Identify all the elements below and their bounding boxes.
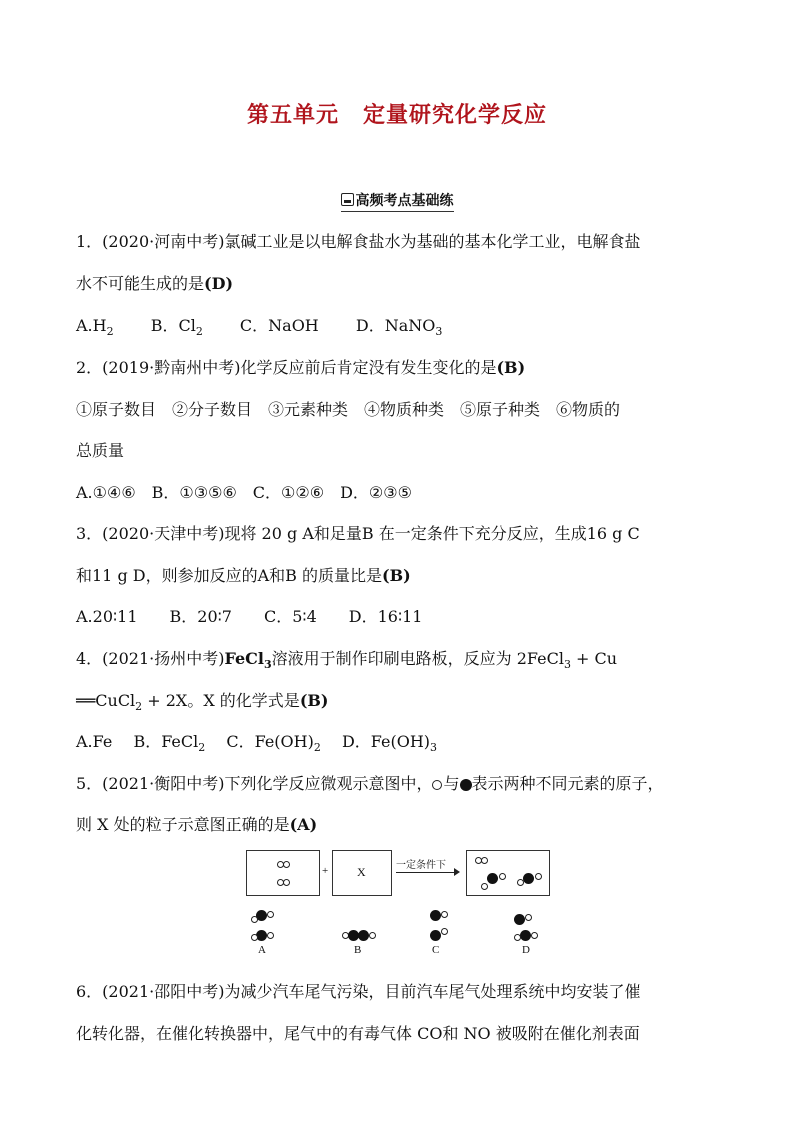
q1-options bbox=[76, 316, 442, 342]
q3-line2 bbox=[76, 566, 411, 586]
q6-line1: 6．(2021·邵阳中考)为减少汽车尾气污染，目前汽车尾气处理系统中均安装了催 bbox=[76, 982, 641, 1001]
section-label: 高频考点基础练 bbox=[355, 193, 454, 209]
q2-line3: 总质量 bbox=[76, 441, 125, 460]
arrow-head-icon bbox=[454, 868, 460, 876]
q4-option-c: C．$Fe(OH)_2$ bbox=[226, 732, 321, 755]
q2-options: A.①④⑥ B．①③⑤⑥ C．①②⑥ D．②③⑤ bbox=[76, 483, 412, 502]
q4-option-a: A.Fe bbox=[76, 732, 113, 751]
q4-option-b: B．FeCl$_2$ bbox=[133, 732, 206, 755]
q5-stem: 则 X 处的粒子示意图正确的是 bbox=[76, 815, 290, 834]
title-unit: 第五单元 bbox=[246, 103, 339, 128]
q5-answer: (A) bbox=[289, 815, 318, 834]
q1-line2 bbox=[76, 274, 233, 294]
reactant-box bbox=[246, 850, 320, 896]
section-heading bbox=[0, 190, 794, 210]
q1-option-b: B．$Cl_2$ bbox=[150, 316, 203, 339]
section-icon bbox=[341, 193, 354, 206]
arrow-label: 一定条件下 bbox=[396, 860, 446, 871]
q2-stem: 2．(2019·黔南州中考)化学反应前后肯定没有发生变化的是 bbox=[76, 358, 497, 377]
q2-line1 bbox=[76, 358, 525, 378]
plus-sign: + bbox=[322, 865, 329, 877]
q3-stem: 和11 g D，则参加反应的A和B 的质量比是 bbox=[76, 566, 383, 585]
q4-answer: (B) bbox=[299, 691, 329, 710]
product-box bbox=[466, 850, 550, 896]
q3-options: A.20∶11 B．20∶7 C．5∶4 D．16∶11 bbox=[76, 607, 423, 626]
q3-answer: (B) bbox=[382, 566, 411, 585]
arrow-line bbox=[396, 872, 456, 873]
title-topic: 定量研究化学反应 bbox=[363, 103, 548, 128]
q1-option-a: $A.H_2$ bbox=[76, 316, 114, 339]
q5-line1: 5．(2021·衡阳中考)下列化学反应微观示意图中， 与 表示两种不同元素的原子， bbox=[76, 774, 664, 793]
reaction-diagram: + X 一定条件下 A B C D bbox=[244, 848, 554, 958]
q2-answer: (B) bbox=[496, 358, 526, 377]
q1-line1: 1．(2020·河南中考)氯碱工业是以电解食盐水为基础的基本化学工业，电解食盐 bbox=[76, 232, 641, 251]
q6-line2: 化转化器，在催化转换器中，尾气中的有毒气体 CO和 NO 被吸附在催化剂表面 bbox=[76, 1024, 640, 1043]
q1-answer: (D) bbox=[204, 274, 234, 293]
q4-line1: 4．(2021·扬州中考)FeCl$_3$溶液用于制作印刷电路板，反应为 2FeCl$_3$ + Cu bbox=[76, 649, 618, 672]
page-title bbox=[0, 98, 794, 129]
q4-options bbox=[76, 732, 437, 758]
q5-line2 bbox=[76, 815, 317, 835]
q1-option-c: C．NaOH bbox=[239, 316, 319, 335]
q4-option-d: D．$Fe(OH)_3$ bbox=[341, 732, 438, 755]
q1-option-d: D．NaNO$_3$ bbox=[355, 316, 443, 339]
white-atom-icon bbox=[432, 780, 442, 790]
q4-line2: ══CuCl$_2$ + 2X。X 的化学式是(B) bbox=[76, 691, 329, 714]
x-box: X bbox=[332, 850, 392, 896]
q3-line1: 3．(2020·天津中考)现将 20 g A和足量B 在一定条件下充分反应，生成16 g C bbox=[76, 524, 640, 543]
q1-stem: 水不可能生成的是 bbox=[76, 274, 205, 293]
q2-line2: ①原子数目 ②分子数目 ③元素种类 ④物质种类 ⑤原子种类 ⑥物质的 bbox=[76, 400, 621, 419]
black-atom-icon bbox=[460, 779, 472, 791]
